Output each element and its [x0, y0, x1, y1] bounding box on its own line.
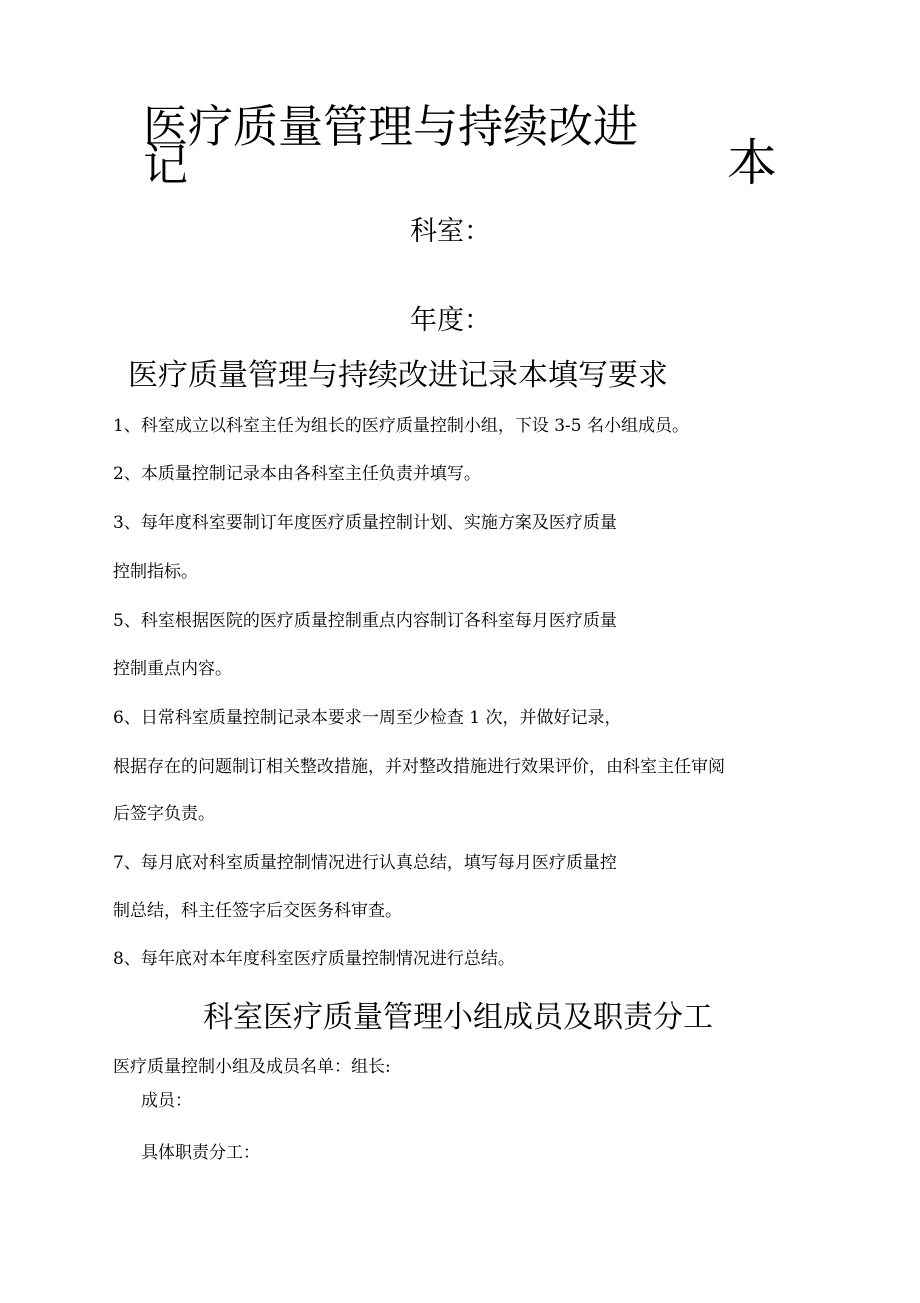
requirement-line: 后签字负责。 — [113, 804, 215, 824]
requirement-line: 制总结，科主任签字后交医务科审查。 — [113, 901, 402, 921]
requirements-heading: 医疗质量管理与持续改进记录本填写要求 — [128, 358, 668, 393]
department-label: 科室： — [410, 216, 491, 247]
requirement-line: 5、科室根据医院的医疗质量控制重点内容制订各科室每月医疗质量 — [113, 611, 617, 631]
requirement-line: 6、日常科室质量控制记录本要求一周至少检查 1 次，并做好记录， — [113, 708, 622, 728]
requirement-line: 7、每月底对科室质量控制情况进行认真总结，填写每月医疗质量控 — [113, 853, 617, 873]
duties-label: 具体职责分工： — [141, 1143, 260, 1163]
members-label: 成员： — [141, 1091, 192, 1111]
team-heading: 科室医疗质量管理小组成员及职责分工 — [203, 1000, 713, 1035]
requirement-line: 根据存在的问题制订相关整改措施，并对整改措施进行效果评价，由科室主任审阅 — [113, 757, 725, 777]
requirement-line: 8、每年底对本年度科室医疗质量控制情况进行总结。 — [113, 949, 515, 969]
cover-title-line1: 医疗质量管理与持续改进 — [143, 100, 639, 153]
requirement-line: 控制重点内容。 — [113, 659, 232, 679]
requirement-line: 控制指标。 — [113, 562, 198, 582]
cover-title-ji: 记 — [143, 138, 189, 191]
year-label: 年度： — [410, 305, 491, 336]
requirement-line: 2、本质量控制记录本由各科室主任负责并填写。 — [113, 464, 481, 484]
cover-title-ben: 本 — [727, 134, 777, 192]
roster-label: 医疗质量控制小组及成员名单：组长: — [113, 1057, 391, 1077]
requirement-line: 3、每年度科室要制订年度医疗质量控制计划、实施方案及医疗质量 — [113, 513, 617, 533]
requirement-line: 1、科室成立以科室主任为组长的医疗质量控制小组，下设 3-5 名小组成员。 — [113, 416, 689, 436]
